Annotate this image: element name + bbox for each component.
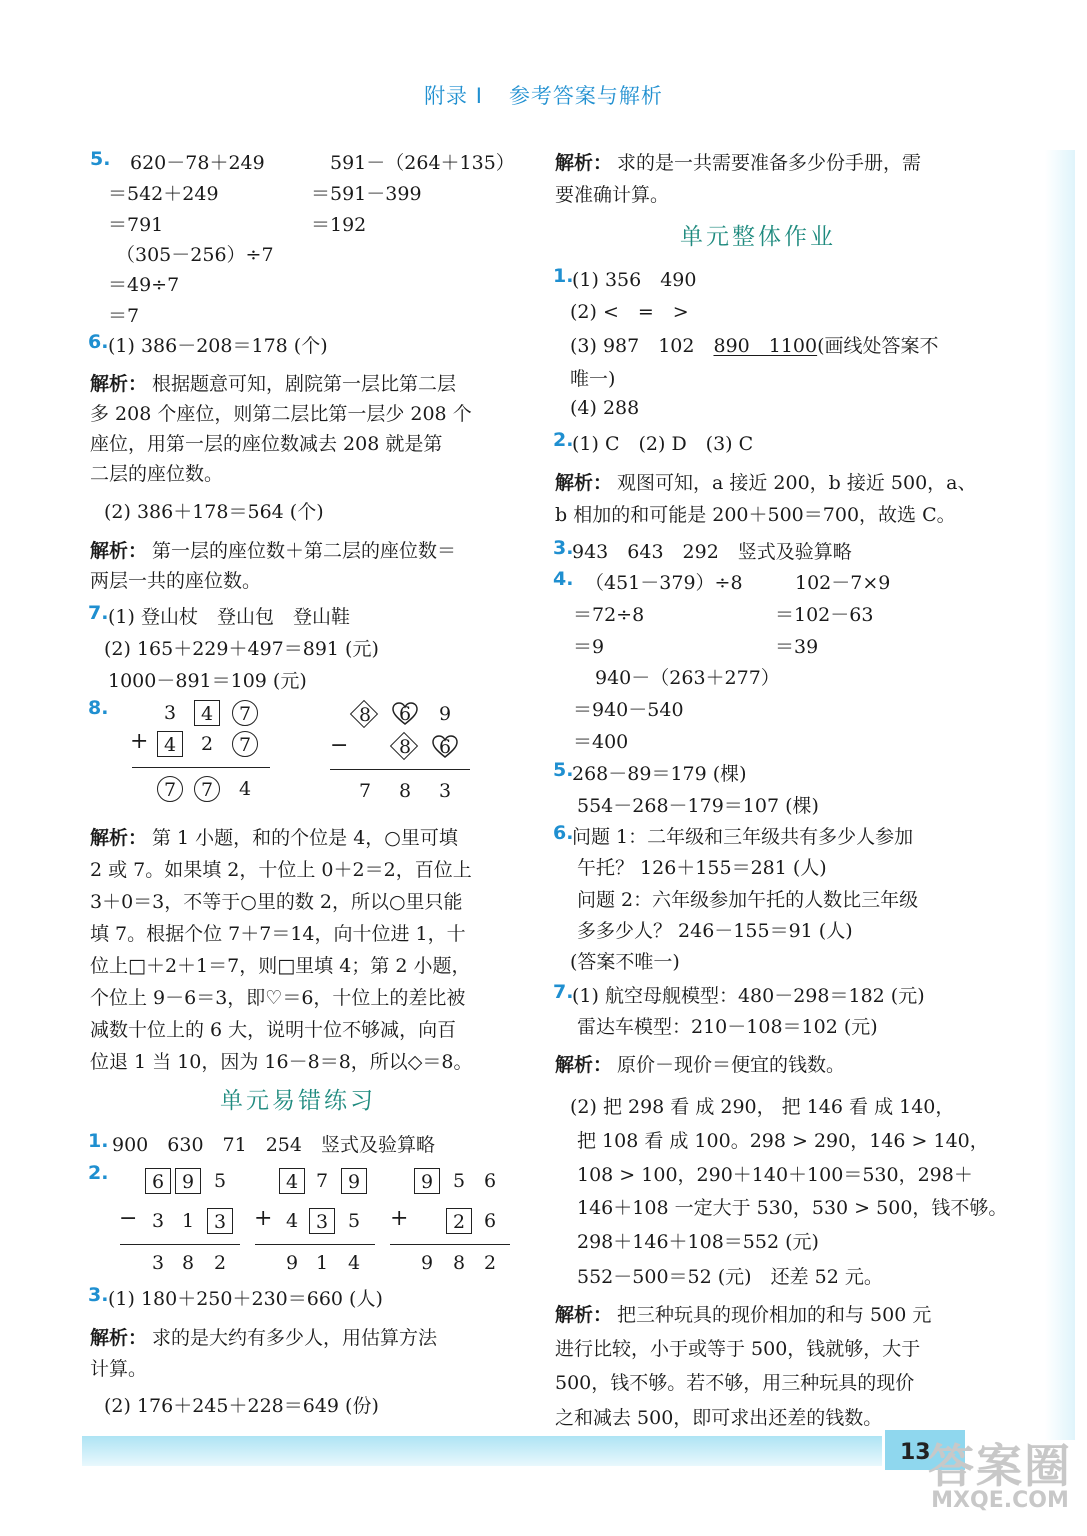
digit: 8 (181, 1252, 195, 1274)
digit: 2 (483, 1252, 497, 1274)
analysis-text: 求的是一共需要准备多少份手册，需 (617, 152, 922, 174)
analysis-text: 求的是大约有多少人，用估算方法 (152, 1327, 438, 1349)
answer-line: 把 108 看 成 100。298 > 290，146 > 140， (577, 1130, 989, 1152)
analysis-label: 解析： (555, 152, 613, 174)
answer-line: (2) 把 298 看 成 290， 把 146 看 成 140， (570, 1096, 955, 1118)
analysis-label: 解析： (90, 540, 148, 562)
calc-line: ＝400 (573, 731, 629, 753)
calc-line: 591－（264＋135） (330, 152, 515, 174)
digit: 3 (438, 780, 452, 802)
sum-line (132, 767, 270, 768)
watermark-logo: 答案圈 MXQE.COM (928, 1439, 1072, 1513)
answer-line: 268－89＝179 (棵) (572, 763, 747, 785)
analysis-label: 解析： (90, 827, 148, 849)
calc-line: 620－78＋249 (130, 152, 265, 174)
answer-line: 多多少人？ 246－155＝91 (人) (577, 920, 853, 942)
question-number: 2. (553, 429, 574, 451)
box-digit: 9 (341, 1168, 367, 1194)
analysis-text: 进行比较，小于或等于 500，钱就够，大于 (555, 1338, 921, 1360)
page-header (0, 80, 1087, 110)
box-digit: 4 (157, 731, 183, 757)
analysis-label: 解析： (555, 472, 613, 494)
digit: 6 (483, 1170, 497, 1192)
calc-line: ＝940－540 (573, 699, 684, 721)
answer-line: 问题 1：二年级和三年级共有多少人参加 (572, 826, 914, 848)
calc-line: ＝102－63 (775, 604, 874, 626)
calc-line: （451－379）÷8 (585, 572, 743, 594)
calc-line: （305－256）÷7 (116, 244, 274, 266)
box-digit: 6 (145, 1168, 171, 1194)
calc-line: ＝72÷8 (573, 604, 645, 626)
digit: 1 (181, 1210, 195, 1232)
calc-line: ＝7 (108, 305, 140, 327)
answer-line: 298＋146＋108＝552 (元) (577, 1231, 819, 1253)
digit: 2 (213, 1252, 227, 1274)
minus-sign: − (330, 733, 349, 758)
calc-line: ＝591－399 (311, 183, 422, 205)
analysis-text: 两层一共的座位数。 (90, 570, 262, 592)
box-digit: 9 (175, 1168, 201, 1194)
question-number: 8. (88, 697, 109, 719)
heart-digit: 6 (432, 734, 458, 760)
calc-line: ＝542＋249 (108, 183, 219, 205)
answer-line: (4) 288 (570, 397, 640, 419)
digit: 1 (315, 1252, 329, 1274)
answer-line: 问题 2：六年级参加午托的人数比三年级 (577, 889, 919, 911)
analysis-text: 第一层的座位数＋第二层的座位数＝ (152, 540, 457, 562)
circle-digit: 7 (194, 776, 220, 802)
analysis-text: 观图可知，a 接近 200，b 接近 500，a、 (617, 472, 977, 494)
analysis-text: 根据题意可知，剧院第一层比第二层 (152, 373, 457, 395)
analysis-text: 计算。 (90, 1358, 148, 1380)
question-number: 4. (553, 568, 574, 590)
question-number: 3. (553, 537, 574, 559)
heart-digit: 6 (392, 701, 418, 727)
answer-line: (3) 987 102 890 1100(画线处答案不 (570, 335, 939, 357)
question-number: 7. (88, 602, 109, 624)
calc-line: ＝791 (108, 214, 164, 236)
analysis-text: 原价－现价＝便宜的钱数。 (617, 1054, 846, 1076)
box-digit: 9 (414, 1168, 440, 1194)
calc-line: ＝39 (775, 636, 819, 658)
box-digit: 3 (207, 1208, 233, 1234)
box-digit: 4 (279, 1168, 305, 1194)
box-digit: 3 (309, 1208, 335, 1234)
answer-line: 552－500＝52 (元) 还差 52 元。 (577, 1266, 883, 1288)
section-title: 单元整体作业 (680, 224, 836, 250)
answer-line: (1) C (2) D (3) C (572, 433, 754, 455)
calc-line: 102－7×9 (795, 572, 891, 594)
answer-line: (1) 航空母舰模型：480－298＝182 (元) (572, 985, 925, 1007)
analysis-text: 把三种玩具的现价相加的和与 500 元 (617, 1304, 932, 1326)
answer-line: (2) 386＋178＝564 (个) (104, 501, 324, 523)
header-title: 参考答案与解析 (508, 84, 663, 108)
analysis-text: 第 1 小题，和的个位是 4，○里可填 (152, 827, 458, 849)
result-line (390, 1244, 510, 1245)
analysis-text: 座位，用第一层的座位数减去 208 就是第 (90, 433, 443, 455)
question-number: 1. (553, 265, 574, 287)
digit: 4 (347, 1252, 361, 1274)
question-number: 6. (553, 822, 574, 844)
underlined-answer: 890 1100 (713, 335, 818, 357)
digit: 5 (213, 1170, 227, 1192)
answer-line: 午托？ 126＋155＝281 (人) (577, 857, 827, 879)
analysis-label: 解析： (90, 1327, 148, 1349)
question-number: 5. (553, 759, 574, 781)
analysis-text: 位上□＋2＋1＝7，则□里填 4；第 2 小题， (90, 955, 471, 977)
plus-sign: + (390, 1206, 409, 1231)
question-number: 7. (553, 981, 574, 1003)
answer-line: 唯一) (570, 368, 616, 390)
digit: 3 (151, 1252, 165, 1274)
digit: 3 (151, 1210, 165, 1232)
digit: 9 (285, 1252, 299, 1274)
calc-line: ＝49÷7 (108, 274, 180, 296)
result-line (120, 1244, 240, 1245)
digit: 5 (452, 1170, 466, 1192)
question-number: 1. (88, 1130, 109, 1152)
box-digit: 2 (446, 1208, 472, 1234)
calc-line: ＝9 (573, 636, 605, 658)
plus-sign: + (254, 1206, 273, 1231)
answer-line: 108 > 100，290＋140＋100＝530，298＋ (577, 1164, 973, 1186)
analysis-label: 解析： (90, 373, 148, 395)
answer-line: (1) 180＋250＋230＝660 (人) (108, 1288, 383, 1310)
analysis-text: 填 7。根据个位 7＋7＝14，向十位进 1，十 (90, 923, 466, 945)
digit: 9 (438, 703, 452, 725)
analysis-text: 之和减去 500，即可求出还差的钱数。 (555, 1407, 883, 1429)
diamond-digit: 8 (392, 734, 418, 760)
analysis-text: 要准确计算。 (555, 184, 670, 206)
question-number: 2. (88, 1162, 109, 1184)
answer-line: (2) 176＋245＋228＝649 (份) (104, 1395, 379, 1417)
answer-line: 554－268－179＝107 (棵) (577, 795, 819, 817)
minus-sign: − (119, 1206, 138, 1231)
answer-line: (1) 386－208＝178 (个) (108, 335, 328, 357)
analysis-text: 500，钱不够。若不够，用三种玩具的现价 (555, 1372, 915, 1394)
answer-line: (1) 登山杖 登山包 登山鞋 (108, 606, 350, 628)
answer-line: 雷达车模型：210－108＝102 (元) (577, 1016, 878, 1038)
calc-line: 940－（263＋277） (595, 667, 780, 689)
answer-line: (2) 165＋229＋497＝891 (元) (104, 638, 379, 660)
analysis-text: 多 208 个座位，则第二层比第一层少 208 个 (90, 403, 472, 425)
digit: 9 (420, 1252, 434, 1274)
question-number: 5. (90, 148, 111, 170)
question-number: 3. (88, 1284, 109, 1306)
digit: 8 (398, 780, 412, 802)
digit: 4 (285, 1210, 299, 1232)
footer-band (82, 1436, 882, 1466)
analysis-text: 个位上 9－6＝3，即♡＝6，十位上的差比被 (90, 987, 466, 1009)
digit: 5 (347, 1210, 361, 1232)
digit: 7 (315, 1170, 329, 1192)
digit: 3 (163, 702, 177, 724)
analysis-text: 位退 1 当 10，因为 16－8＝8，所以◇＝8。 (90, 1051, 473, 1073)
plus-sign: + (130, 729, 149, 754)
circle-digit: 7 (232, 731, 258, 757)
answer-line: (1) 356 490 (572, 269, 697, 291)
page-edge-shade (1045, 150, 1075, 1440)
digit: 6 (483, 1210, 497, 1232)
analysis-text: 减数十位上的 6 大，说明十位不够减，向百 (90, 1019, 457, 1041)
analysis-text: 2 或 7。如果填 2，十位上 0＋2＝2，百位上 (90, 859, 472, 881)
circle-digit: 7 (157, 776, 183, 802)
calc-line: ＝192 (311, 214, 367, 236)
answer-line: (答案不唯一) (570, 951, 680, 973)
analysis-text: 3＋0＝3，不等于○里的数 2，所以○里只能 (90, 891, 463, 913)
result-line (255, 1244, 375, 1245)
digit: 4 (238, 778, 252, 800)
difference-line (330, 769, 470, 770)
digit: 8 (452, 1252, 466, 1274)
analysis-label: 解析： (555, 1054, 613, 1076)
analysis-text: b 相加的和可能是 200＋500＝700，故选 C。 (555, 504, 956, 526)
diamond-digit: 8 (352, 702, 378, 728)
page-number: 13 (900, 1440, 931, 1465)
answer-line: (2) < = > (570, 301, 689, 323)
header-appendix: 附录 I (424, 84, 483, 108)
answer-line: 146＋108 一定大于 530，530 > 500，钱不够。 (577, 1197, 1008, 1219)
section-title: 单元易错练习 (220, 1088, 376, 1114)
analysis-label: 解析： (555, 1304, 613, 1326)
answer-line: 900 630 71 254 竖式及验算略 (112, 1134, 435, 1156)
analysis-text: 二层的座位数。 (90, 463, 224, 485)
digit: 7 (358, 780, 372, 802)
circle-digit: 7 (232, 700, 258, 726)
answer-line: 943 643 292 竖式及验算略 (572, 541, 852, 563)
digit: 2 (200, 733, 214, 755)
box-digit: 4 (194, 700, 220, 726)
answer-line: 1000－891＝109 (元) (108, 670, 307, 692)
question-number: 6. (88, 331, 109, 353)
